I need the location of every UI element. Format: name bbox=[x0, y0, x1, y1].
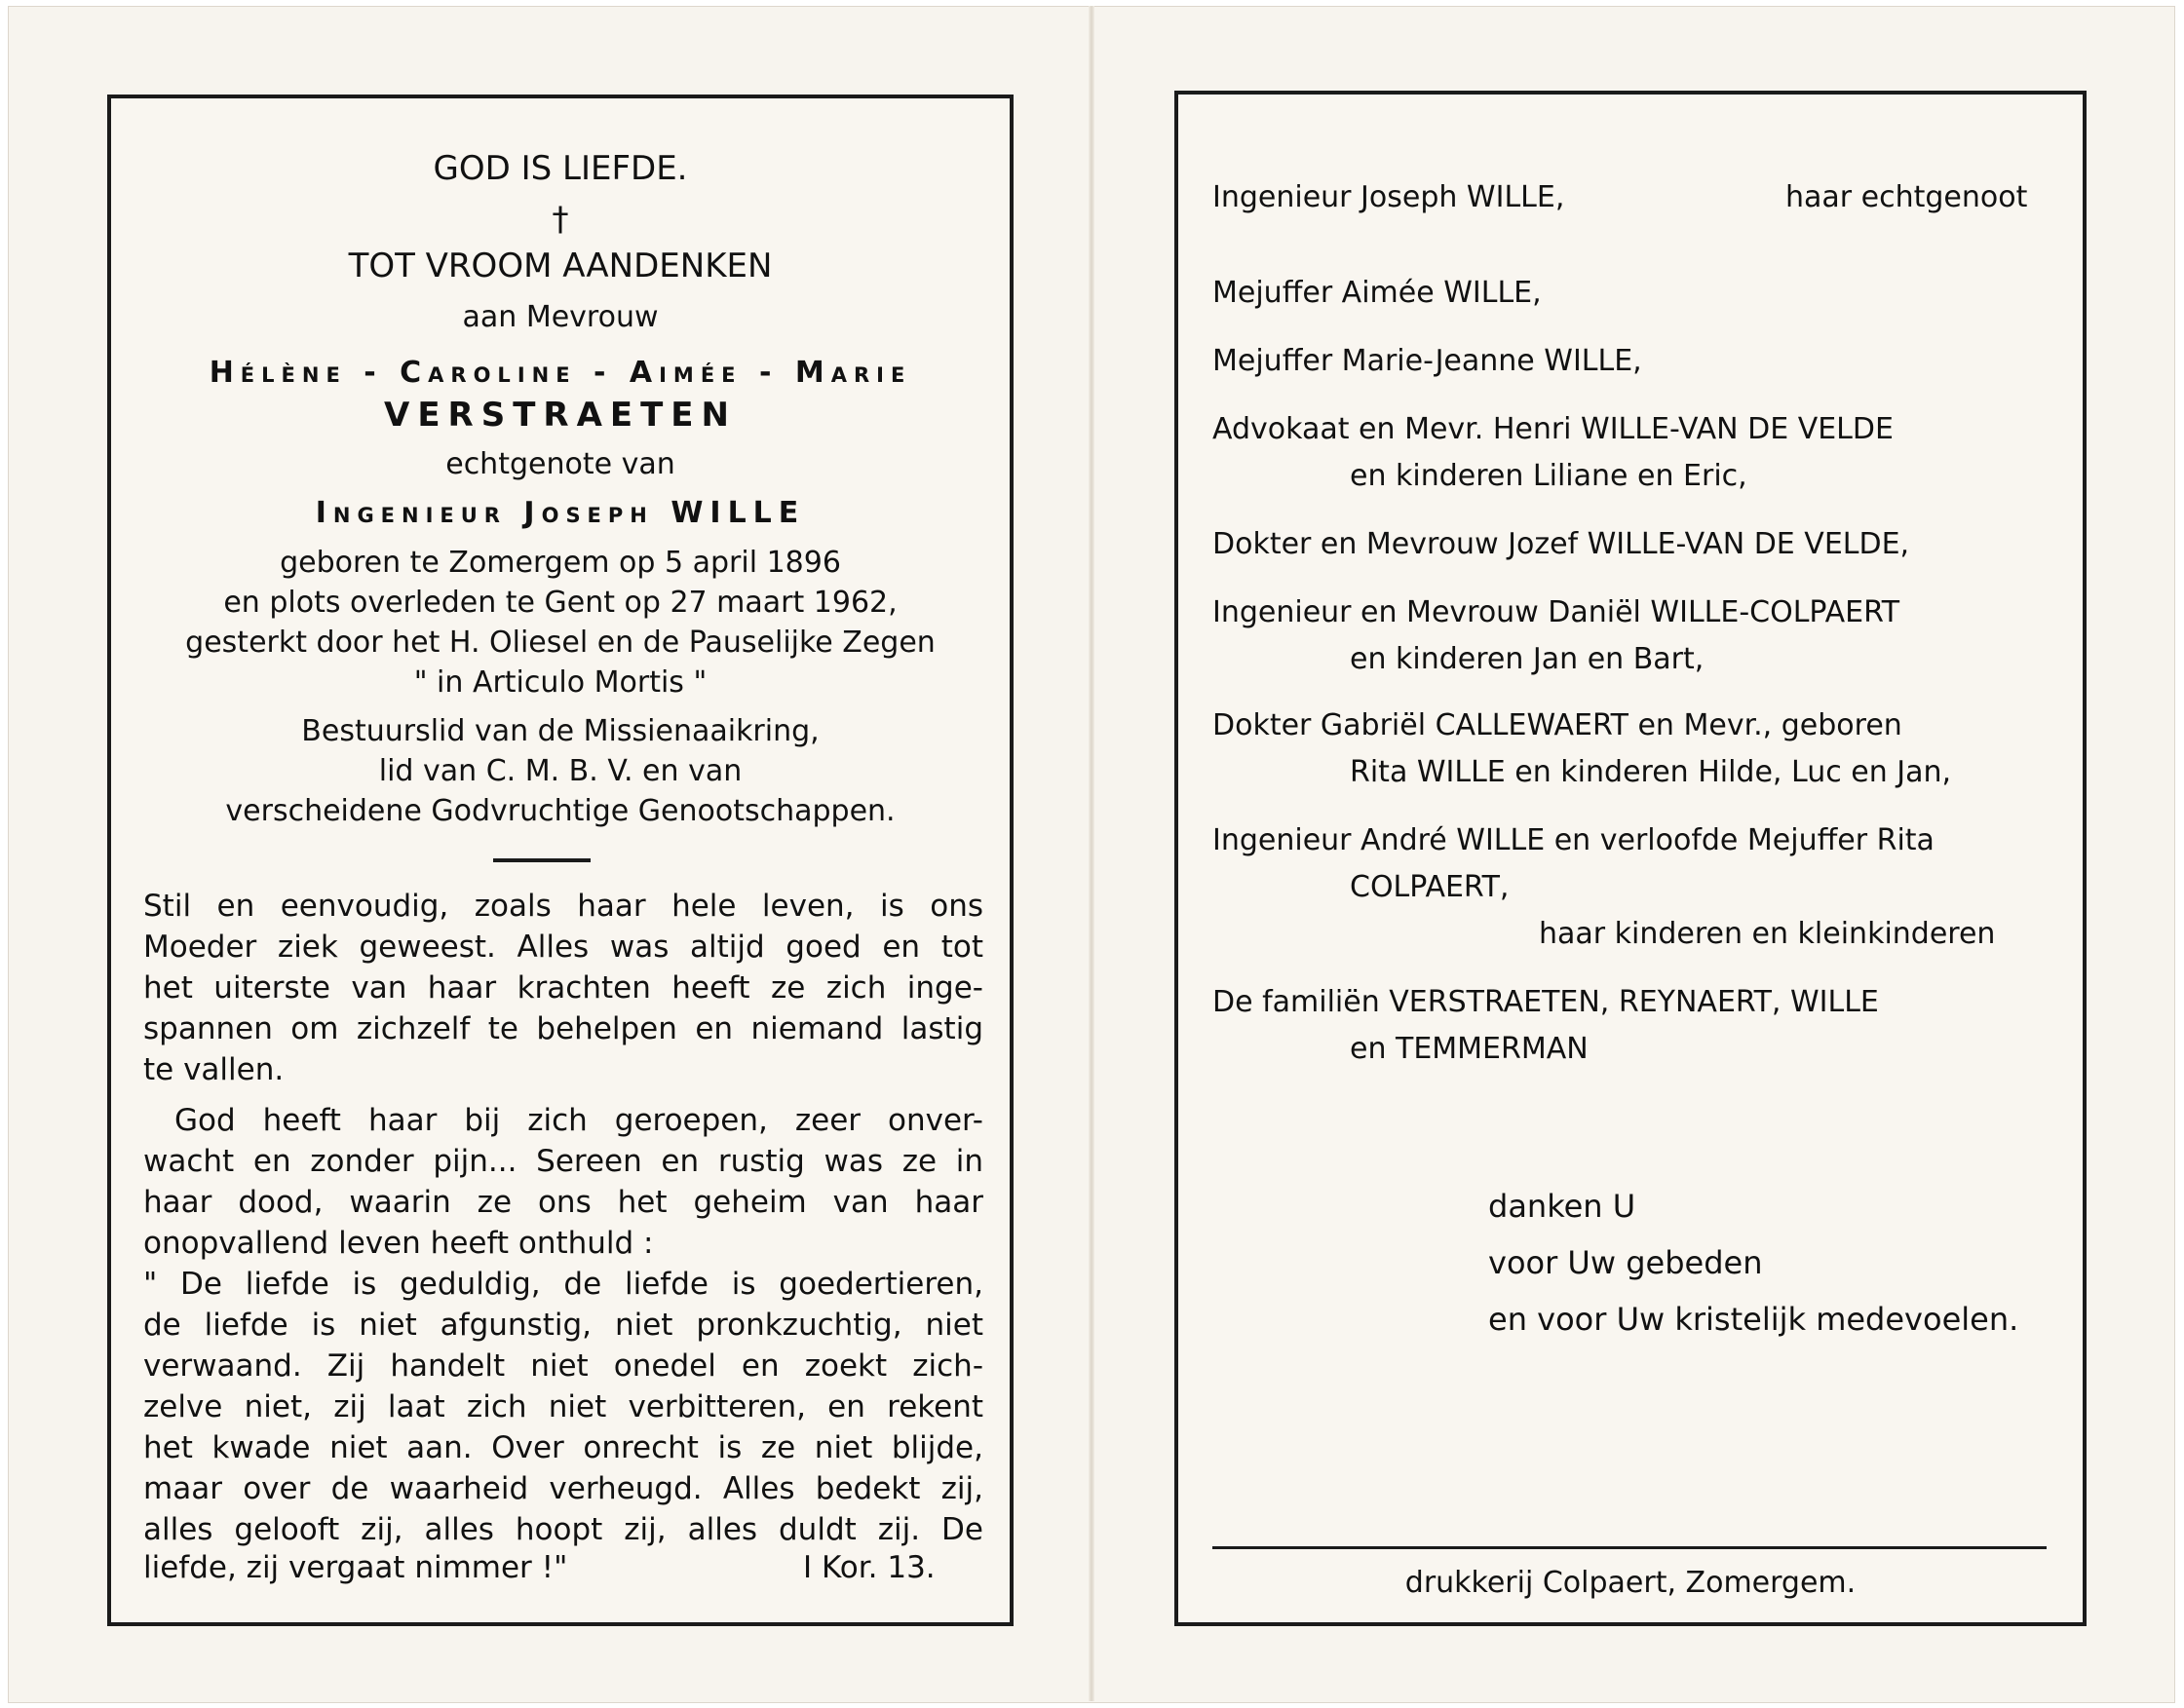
paragraph-line: het uiterste van haar krachten heeft ze zich inge- bbox=[143, 970, 983, 1006]
paragraph-last-line: liefde, zij vergaat nimmer !" bbox=[143, 1550, 568, 1585]
heading: GOD IS LIEFDE. bbox=[433, 149, 688, 188]
left-panel bbox=[107, 95, 1014, 1626]
given-names: Hélène - Caroline - Aimée - Marie bbox=[209, 356, 912, 390]
paragraph-line: Stil en eenvoudig, zoals haar hele leven, is ons bbox=[143, 889, 983, 924]
paragraph-line: Moeder ziek geweest. Alles was altijd goed en tot bbox=[143, 930, 983, 965]
paragraph-line: onopvallend leven heeft onthuld : bbox=[143, 1226, 654, 1261]
family-line: Dokter en Mevrouw Jozef WILLE-VAN DE VELDE, bbox=[1212, 527, 1910, 561]
husband-name: Ingenieur Joseph WILLE, bbox=[1212, 180, 1565, 214]
family-line: Mejuffer Aimée WILLE, bbox=[1212, 276, 1542, 310]
paragraph-line: haar dood, waarin ze ons het geheim van haar bbox=[143, 1185, 983, 1220]
bible-citation: I Kor. 13. bbox=[803, 1550, 936, 1585]
paragraph-line: het kwade niet aan. Over onrecht is ze niet blijde, bbox=[143, 1430, 983, 1465]
divider-rule bbox=[493, 858, 591, 862]
family-line: COLPAERT, bbox=[1350, 870, 1510, 904]
spouse-name: Ingenieur Joseph WILLE bbox=[315, 496, 806, 530]
thanks-line: en voor Uw kristelijk medevoelen. bbox=[1488, 1301, 2019, 1338]
right-panel bbox=[1174, 91, 2087, 1626]
family-line: Mejuffer Marie-Jeanne WILLE, bbox=[1212, 344, 1642, 378]
life-line: " in Articulo Mortis " bbox=[413, 665, 708, 700]
role-line: lid van C. M. B. V. en van bbox=[378, 754, 743, 788]
family-line: Ingenieur en Mevrouw Daniël WILLE-COLPAERT bbox=[1212, 595, 1900, 629]
paragraph-line: maar over de waarheid verheugd. Alles bedekt zij, bbox=[143, 1471, 983, 1506]
husband-role: haar echtgenoot bbox=[1785, 180, 2028, 214]
cross-symbol: † bbox=[552, 200, 569, 239]
role-line: Bestuurslid van de Missienaaikring, bbox=[301, 714, 820, 748]
family-line: Dokter Gabriël CALLEWAERT en Mevr., geboren bbox=[1212, 708, 1902, 742]
thanks-line: danken U bbox=[1488, 1188, 1636, 1225]
paragraph-line: alles gelooft zij, alles hoopt zij, alles duldt zij. De bbox=[143, 1512, 983, 1547]
role-line: verscheidene Godvruchtige Genootschappen. bbox=[225, 794, 896, 828]
paragraph-line: zelve niet, zij laat zich niet verbitteren, en rekent bbox=[143, 1389, 983, 1424]
family-line: De familiën VERSTRAETEN, REYNAERT, WILLE bbox=[1212, 985, 1879, 1019]
printer-credit: drukkerij Colpaert, Zomergem. bbox=[1404, 1566, 1857, 1600]
surname: VERSTRAETEN bbox=[384, 396, 737, 435]
family-line: Rita WILLE en kinderen Hilde, Luc en Jan, bbox=[1350, 755, 1952, 789]
paragraph-line: te vallen. bbox=[143, 1052, 285, 1087]
addressee: aan Mevrouw bbox=[462, 300, 659, 334]
paragraph-line: de liefde is niet afgunstig, niet pronkzuchtig, niet bbox=[143, 1308, 983, 1343]
paragraph-line: verwaand. Zij handelt niet onedel en zoekt zich- bbox=[143, 1348, 983, 1384]
memorial-title: TOT VROOM AANDENKEN bbox=[348, 247, 773, 285]
paragraph-line: " De liefde is geduldig, de liefde is goedertieren, bbox=[143, 1267, 983, 1302]
paragraph-line: God heeft haar bij zich geroepen, zeer onver- bbox=[174, 1103, 983, 1138]
spouse-of: echtgenote van bbox=[445, 447, 675, 481]
family-line: Advokaat en Mevr. Henri WILLE-VAN DE VELDE bbox=[1212, 412, 1894, 446]
family-line: en kinderen Jan en Bart, bbox=[1350, 642, 1705, 676]
life-line: en plots overleden te Gent op 27 maart 1962, bbox=[223, 586, 898, 620]
footer-rule bbox=[1212, 1546, 2047, 1549]
family-line: Ingenieur André WILLE en verloofde Mejuffer Rita bbox=[1212, 823, 1935, 857]
paragraph-line: wacht en zonder pijn... Sereen en rustig was ze in bbox=[143, 1144, 983, 1179]
family-line: en TEMMERMAN bbox=[1350, 1032, 1589, 1066]
family-line: haar kinderen en kleinkinderen bbox=[1539, 917, 1996, 951]
life-line: geboren te Zomergem op 5 april 1896 bbox=[280, 546, 841, 580]
life-line: gesterkt door het H. Oliesel en de Pauselijke Zegen bbox=[185, 626, 936, 660]
thanks-line: voor Uw gebeden bbox=[1488, 1244, 1763, 1281]
family-line: en kinderen Liliane en Eric, bbox=[1350, 459, 1747, 493]
card-fold bbox=[1089, 6, 1094, 1701]
paragraph-line: spannen om zichzelf te behelpen en niemand lastig bbox=[143, 1011, 983, 1046]
